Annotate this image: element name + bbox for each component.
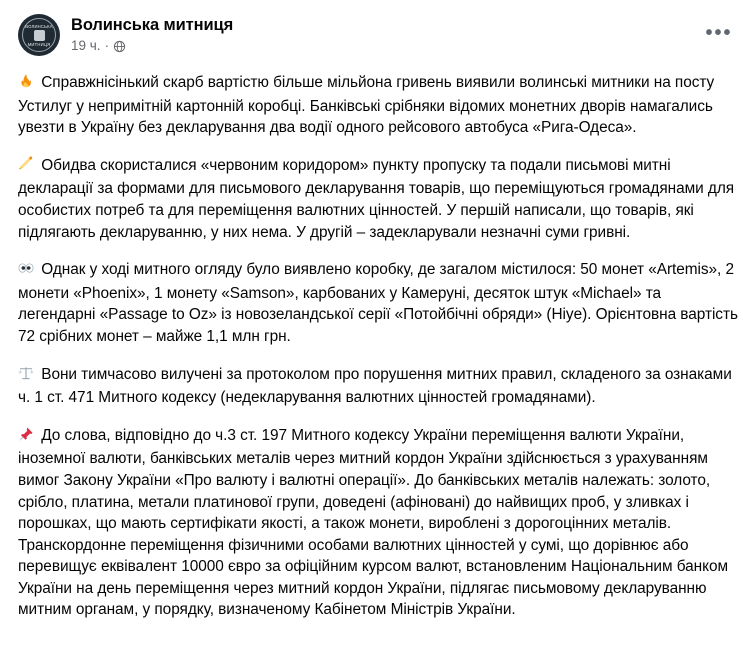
post-header — [18, 14, 738, 58]
post-paragraph-text: Обидва скористалися «червоним коридором» пункту пропуску та подали письмові митні декларації за формами для письмового декларування товарів, що переміщуються громадянами для особистих потреб та для переміщення валютних цінностей. У першій написали, що товарів, які підлягають декларуванню, у них нема. У другій – задекларували незначні суми гривні. — [18, 156, 735, 241]
avatar-label-bottom: МИТНИЦЯ — [27, 41, 51, 47]
post-paragraph — [18, 155, 738, 243]
page-name[interactable]: Волинська митниця — [71, 16, 234, 34]
avatar-emblem — [34, 30, 45, 41]
post-paragraph — [18, 425, 738, 621]
eyes-emoji-icon — [18, 260, 34, 283]
avatar-label-top: ВОЛИНСЬКА — [25, 23, 53, 29]
fire-emoji-icon — [18, 73, 34, 96]
post-paragraph — [18, 72, 738, 139]
post-body — [18, 72, 738, 621]
post-paragraph-text: Справжнісінький скарб вартістю більше мільйона гривень виявили волинські митники на посту Устилуг у непримітній картонній коробці. Банківські срібняки відомих монетних дворів намагались увезти в Україну без декларування два водії одного рейсового автобуса «Рига-Одеса». — [18, 74, 715, 137]
post-paragraph — [18, 259, 738, 347]
pencil-emoji-icon — [18, 156, 34, 179]
balance-scale-emoji-icon — [18, 365, 34, 388]
post-meta — [71, 38, 233, 54]
post-paragraph-text: Вони тимчасово вилучені за протоколом про порушення митних правил, складеного за ознаками ч. 1 ст. 471 Митного кодексу (недекларування валютних цінностей громадянами). — [18, 365, 732, 407]
pushpin-emoji-icon — [18, 426, 34, 449]
post-timestamp[interactable]: 19 ч. — [71, 38, 101, 53]
meta-separator: · — [104, 38, 110, 53]
globe-icon[interactable] — [113, 40, 126, 53]
post-header-text — [71, 14, 233, 54]
post-paragraph-text: До слова, відповідно до ч.3 ст. 197 Митного кодексу України переміщення валюти України, іноземної валюти, банківських металів через митний кордон України здійснюється з урахуванням вимог Закону України «Про валюту і валютні операції». До банківських металів належать: золото, срібло, платина, метали платинової групи, доведені (афіновані) до найвищих проб, у зливках і порошках, що мають сертифікати якості, а також монети, вироблені з дорогоцінних металів. Транскордонне переміщення фізичними особами валютних цінностей у сумі, що дорівнює або перевищує еквівалент 10000 євро за офіційним курсом валют, встановленим Національним банком України на день переміщення через митний кордон України, підлягає письмовому декларуванню митним органам, у порядку, визначеному Кабінетом Міністрів України. — [18, 426, 729, 619]
post-paragraph — [18, 364, 738, 409]
avatar[interactable] — [18, 14, 60, 56]
post-more-options-icon[interactable]: ••• — [705, 22, 733, 44]
post-paragraph-text: Однак у ході митного огляду було виявлено коробку, де загалом містилося: 50 монет «Artemis», 2 монети «Phoenix», 1 монету «Samson», карбованих у Камеруні, десяток штук «Michael» та легендарні «Passage to Oz» із новозеландської серії «Потойбічні обряди» (Hiye). Орієнтовна вартість 72 срібних монет – майже 1,1 млн грн. — [18, 261, 738, 345]
